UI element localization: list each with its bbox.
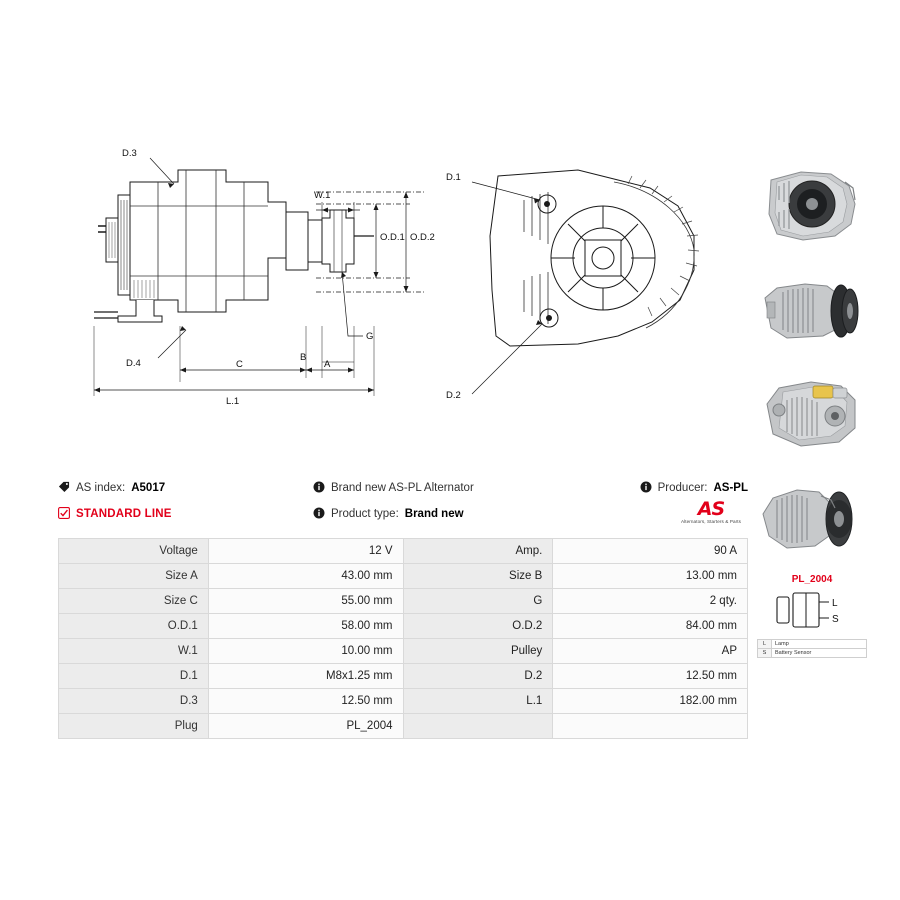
plug-diagram bbox=[757, 589, 867, 633]
spec-value: PL_2004 bbox=[208, 714, 403, 739]
product-type-row bbox=[313, 504, 474, 524]
callout-c: C bbox=[236, 359, 243, 370]
product-photo-pulley-side[interactable] bbox=[757, 262, 867, 357]
callout-d3: D.3 bbox=[122, 148, 137, 159]
standard-line-label: STANDARD LINE bbox=[76, 508, 172, 520]
callout-d2: D.2 bbox=[446, 390, 461, 401]
product-info-block bbox=[313, 478, 474, 524]
table-row bbox=[59, 639, 748, 664]
producer-label: Producer: bbox=[657, 482, 708, 494]
spec-key: O.D.1 bbox=[59, 614, 209, 639]
plug-pin-desc: Battery Sensor bbox=[772, 649, 867, 658]
spec-value-2: 84.00 mm bbox=[553, 614, 748, 639]
callout-d1: D.1 bbox=[446, 172, 461, 183]
table-row bbox=[59, 564, 748, 589]
plug-pin-desc: Lamp bbox=[772, 640, 867, 649]
specification-table-body bbox=[59, 539, 748, 739]
spec-key: Size C bbox=[59, 589, 209, 614]
callout-w1: W.1 bbox=[314, 190, 331, 201]
aspl-logo-subtitle: Alternators, Starters & Parts bbox=[680, 519, 742, 524]
spec-value-2: AP bbox=[553, 639, 748, 664]
table-row bbox=[59, 714, 748, 739]
spec-key: W.1 bbox=[59, 639, 209, 664]
spec-key-2 bbox=[403, 714, 553, 739]
brand-new-text: Brand new AS-PL Alternator bbox=[331, 482, 474, 494]
spec-key: D.3 bbox=[59, 689, 209, 714]
spec-value-2 bbox=[553, 714, 748, 739]
product-type-label: Product type: bbox=[331, 508, 399, 520]
plug-pin-code: S bbox=[758, 649, 772, 658]
callout-b: B bbox=[300, 352, 307, 363]
spec-value-2: 182.00 mm bbox=[553, 689, 748, 714]
specification-table bbox=[58, 538, 748, 739]
spec-value-2: 2 qty. bbox=[553, 589, 748, 614]
spec-value-2: 13.00 mm bbox=[553, 564, 748, 589]
plug-pin-legend bbox=[757, 639, 867, 658]
info-icon-2 bbox=[313, 507, 325, 522]
table-row bbox=[59, 664, 748, 689]
info-icon bbox=[313, 481, 325, 496]
spec-key-2: Pulley bbox=[403, 639, 553, 664]
product-photos bbox=[757, 158, 867, 658]
spec-key-2: O.D.2 bbox=[403, 614, 553, 639]
standard-line-row bbox=[58, 504, 172, 524]
table-row bbox=[59, 614, 748, 639]
svg-text:L: L bbox=[832, 598, 838, 609]
drawing-svg bbox=[58, 140, 748, 460]
spec-key-2: G bbox=[403, 589, 553, 614]
plug-name-label: PL_2004 bbox=[791, 574, 833, 585]
spec-value: M8x1.25 mm bbox=[208, 664, 403, 689]
product-type-value: Brand new bbox=[404, 508, 464, 520]
producer-row bbox=[640, 478, 748, 498]
tag-icon bbox=[58, 481, 70, 495]
callout-a: A bbox=[324, 359, 331, 370]
plug-legend-row bbox=[758, 649, 867, 658]
technical-drawings bbox=[58, 140, 748, 460]
spec-value: 43.00 mm bbox=[208, 564, 403, 589]
plug-pin-code: L bbox=[758, 640, 772, 649]
plug-legend-row bbox=[758, 640, 867, 649]
spec-key-2: L.1 bbox=[403, 689, 553, 714]
spec-key-2: D.2 bbox=[403, 664, 553, 689]
product-photo-rear[interactable] bbox=[757, 366, 867, 461]
product-photo-angled[interactable] bbox=[757, 470, 867, 565]
brand-new-row bbox=[313, 478, 474, 498]
spec-key-2: Amp. bbox=[403, 539, 553, 564]
info-bar bbox=[58, 478, 748, 530]
as-index-label: AS index: bbox=[76, 482, 126, 494]
spec-value: 10.00 mm bbox=[208, 639, 403, 664]
callout-od2: O.D.2 bbox=[410, 232, 435, 243]
spec-value: 58.00 mm bbox=[208, 614, 403, 639]
as-index-row bbox=[58, 478, 172, 498]
callout-l1: L.1 bbox=[226, 396, 240, 407]
spec-key: Size A bbox=[59, 564, 209, 589]
producer-block bbox=[640, 478, 748, 498]
spec-value-2: 12.50 mm bbox=[553, 664, 748, 689]
spec-key: Plug bbox=[59, 714, 209, 739]
spec-value-2: 90 A bbox=[553, 539, 748, 564]
table-row bbox=[59, 589, 748, 614]
callout-g: G bbox=[366, 331, 374, 342]
aspl-logo bbox=[674, 500, 748, 524]
spec-key: Voltage bbox=[59, 539, 209, 564]
info-icon-3 bbox=[640, 481, 652, 496]
as-index-value: A5017 bbox=[131, 482, 166, 494]
callout-d4: D.4 bbox=[126, 358, 141, 369]
product-photo-front[interactable] bbox=[757, 158, 867, 253]
table-row bbox=[59, 539, 748, 564]
spec-key-2: Size B bbox=[403, 564, 553, 589]
spec-value: 55.00 mm bbox=[208, 589, 403, 614]
svg-text:S: S bbox=[832, 614, 839, 625]
producer-value: AS-PL bbox=[713, 482, 748, 494]
callout-od1: O.D.1 bbox=[380, 232, 405, 243]
check-square-icon bbox=[58, 507, 70, 522]
table-row bbox=[59, 689, 748, 714]
spec-value: 12 V bbox=[208, 539, 403, 564]
spec-key: D.1 bbox=[59, 664, 209, 689]
spec-value: 12.50 mm bbox=[208, 689, 403, 714]
aspl-logo-word: AS bbox=[697, 498, 725, 520]
as-index-block bbox=[58, 478, 172, 524]
